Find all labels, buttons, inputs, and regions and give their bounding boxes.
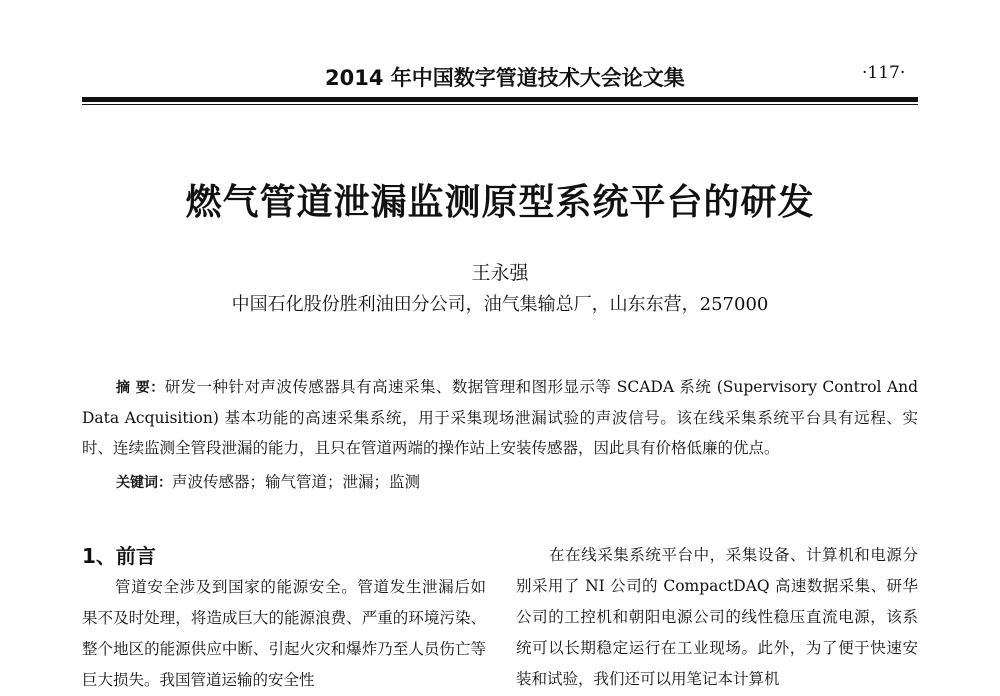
author-affiliation: 中国石化股份胜利油田分公司，油气集输总厂，山东东营，257000 <box>231 294 769 315</box>
keywords-text: 声波传感器；输气管道；泄漏；监测 <box>172 473 421 491</box>
page-number: ·117· <box>862 63 906 83</box>
abstract-text: 研发一种针对声波传感器具有高速采集、数据管理和图形显示等 SCADA 系统 (Supervisory Control And Data Acquisition) 基本功能的高速采集系统，用于采集现场泄漏试验的声波信号。该在线采集系统平台具有远程、实时、连续监测全管段泄漏的能力，且只在管道两端的操作站上安装传感器，因此具有价格低廉的优点。 <box>82 378 918 457</box>
header-rule-thin <box>82 104 918 105</box>
abstract-label: 摘 要： <box>116 380 165 396</box>
keywords-label: 关键词： <box>116 475 172 491</box>
abstract <box>82 372 918 463</box>
header-rule-thick <box>82 97 918 102</box>
author-name: 王永强 <box>471 262 529 284</box>
keywords <box>116 470 420 492</box>
right-column-paragraph: 在在线采集系统平台中，采集设备、计算机和电源分别采用了 NI 公司的 CompactDAQ 高速数据采集、研华公司的工控机和朝阳电源公司的线性稳压直流电源，该系统可以长期稳定运行在工业现场。此外，为了便于快速安装和试验，我们还可以用笔记本计算机 <box>516 546 918 688</box>
running-header-title: 2014 年中国数字管道技术大会论文集 <box>325 66 685 90</box>
left-column-paragraph: 管道安全涉及到国家的能源安全。管道发生泄漏后如果不及时处理，将造成巨大的能源浪费、严重的环境污染、整个地区的能源供应中断、引起火灾和爆炸乃至人员伤亡等巨大损失。我国管道运输的安全性 <box>82 578 486 689</box>
paper-title: 燃气管道泄漏监测原型系统平台的研发 <box>185 182 815 223</box>
section-heading: 1、前言 <box>82 544 156 568</box>
